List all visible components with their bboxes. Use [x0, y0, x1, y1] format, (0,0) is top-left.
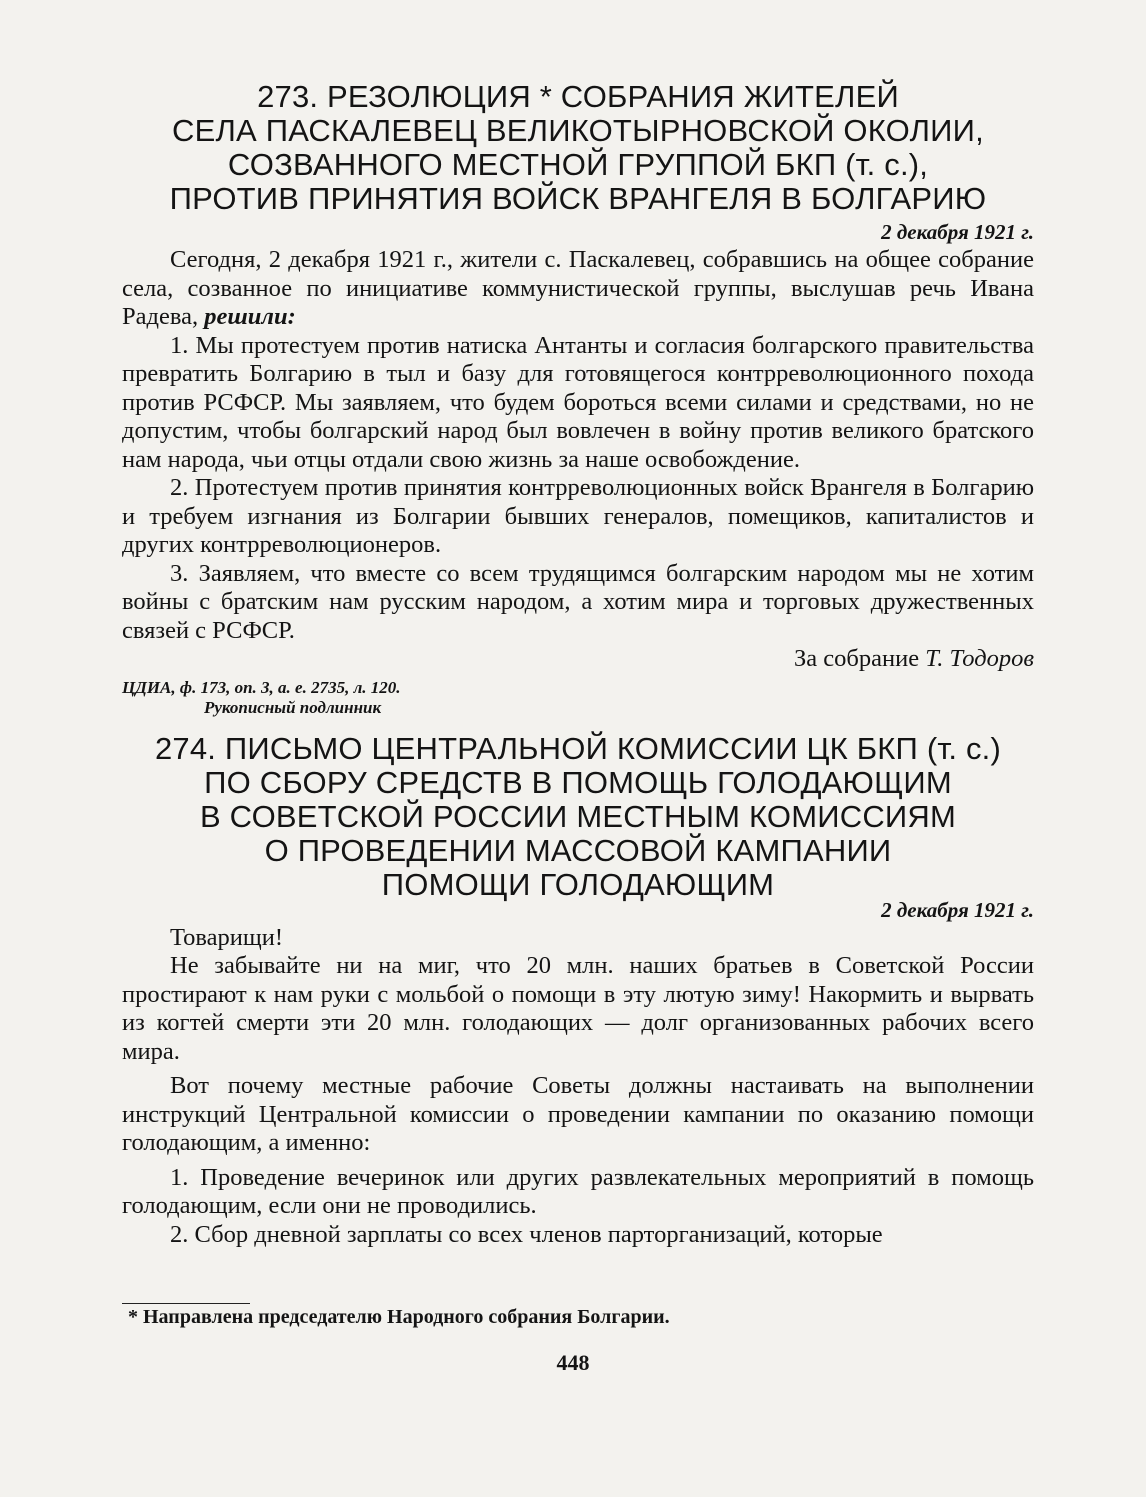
doc274-paragraph: 1. Проведение вечеринок или других развлекательных мероприятий в помощь голодающим, если они не проводились.: [122, 1163, 1034, 1219]
doc274-title: [122, 732, 1034, 902]
doc274-title-line: В СОВЕТСКОЙ РОССИИ МЕСТНЫМ КОМИССИЯМ: [199, 798, 956, 834]
doc273-archive: [122, 678, 1034, 718]
doc274-title-line: ПО СБОРУ СРЕДСТВ В ПОМОЩЬ ГОЛОДАЮЩИМ: [204, 764, 952, 800]
doc274-title-line: 274. ПИСЬМО ЦЕНТРАЛЬНОЙ КОМИССИИ ЦК БКП (т. с.): [154, 730, 1001, 766]
doc273-title: [122, 80, 1034, 216]
doc273-signature: [122, 645, 1034, 674]
doc273-paragraph: 1. Мы протестуем против натиска Антанты и согласия болгарского правительства превратить Болгарию в тыл и базу для готовящегося контрреволюционного похода против РСФСР. Мы заявляем, что будем бороться всеми силами и средствами, но не допустим, чтобы болгарский народ был вовлечен в войну против великого братского нам народа, чьи отцы отдали свою жизнь за наше освобождение.: [122, 331, 1034, 473]
doc274-title-line: ПОМОЩИ ГОЛОДАЮЩИМ: [381, 866, 775, 902]
doc274-date: 2 декабря 1921 г.: [881, 897, 1034, 922]
doc273-date: 2 декабря 1921 г.: [881, 220, 1034, 244]
doc273-title-line: СОЗВАННОГО МЕСТНОЙ ГРУППОЙ БКП (т. с.),: [227, 147, 929, 182]
footnote: * Направлена председателю Народного собрания Болгарии.: [128, 1306, 670, 1328]
doc273-intro: [122, 246, 1034, 332]
signature-prefix: За собрание: [794, 645, 920, 672]
archive-note: Рукописный подлинник: [204, 697, 382, 717]
doc273-intro-text: Сегодня, 2 декабря 1921 г., жители с. Паскалевец, собравшись на общее собрание села, созванное по инициативе коммунистической группы, выслушав речь Ивана Радева,: [122, 246, 1034, 330]
doc273-title-line: ПРОТИВ ПРИНЯТИЯ ВОЙСК ВРАНГЕЛЯ В БОЛГАРИЮ: [169, 181, 987, 216]
signature-name: Т. Тодоров: [925, 645, 1034, 672]
doc274-paragraph: 2. Сбор дневной зарплаты со всех членов парторганизаций, которые: [170, 1220, 883, 1248]
doc273-title-line: СЕЛА ПАСКАЛЕВЕЦ ВЕЛИКОТЫРНОВСКОЙ ОКОЛИИ,: [172, 113, 984, 148]
doc273-intro-emphasis: решили:: [204, 303, 296, 330]
doc274-paragraph: Не забывайте ни на миг, что 20 млн. наших братьев в Советской России простирают к нам руки с мольбой о помощи в эту лютую зиму! Накормить и вырвать из когтей смерти эти 20 млн. голодающих — долг организованных рабочих всего мира.: [122, 952, 1034, 1065]
doc273-paragraph: 3. Заявляем, что вместе со всем трудящимся болгарским народом мы не хотим войны с братским нам русским народом, а хотим мира и торговых дружественных связей с РСФСР.: [122, 559, 1034, 644]
page-number: 448: [556, 1350, 590, 1375]
doc274-title-line: О ПРОВЕДЕНИИ МАССОВОЙ КАМПАНИИ: [264, 832, 892, 868]
doc273-title-line: 273. РЕЗОЛЮЦИЯ * СОБРАНИЯ ЖИТЕЛЕЙ: [257, 79, 899, 114]
text-column: [122, 80, 1034, 1249]
doc273-paragraph: 2. Протестуем против принятия контрреволюционных войск Врангеля в Болгарию и требуем изгнания из Болгарии бывших генералов, помещиков, капиталистов и других контрреволюционеров.: [122, 474, 1034, 558]
archive-reference: ЦДИА, ф. 173, оп. 3, а. е. 2735, л. 120.: [122, 677, 401, 697]
doc274-paragraph: Вот почему местные рабочие Советы должны настаивать на выполнении инструкций Центральной комиссии о проведении кампании по оказанию помощи голодающим, а именно:: [122, 1072, 1034, 1156]
doc274-greeting: Товарищи!: [170, 923, 283, 951]
